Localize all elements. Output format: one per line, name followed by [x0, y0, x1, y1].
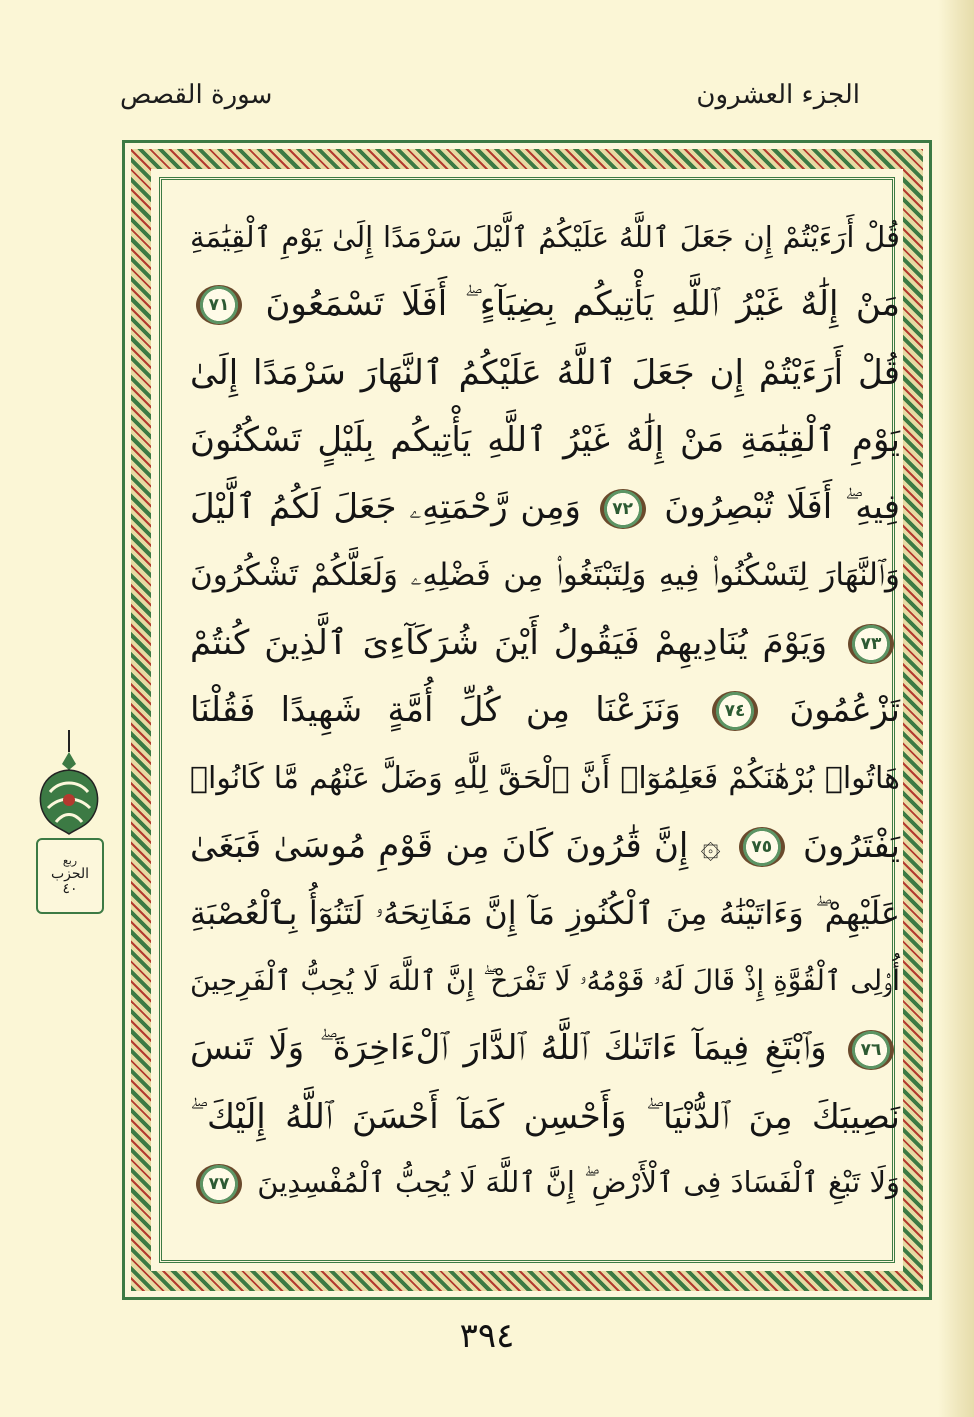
page-header [120, 70, 860, 120]
verse-line: مَنْ إِلَٰهٌ غَيْرُ ٱللَّهِ يَأْتِيكُم بِضِيَآءٍ ۖ أَفَلَا تَسْمَعُونَ ٧١ [190, 271, 900, 339]
hizb-quarter-label: ربع الحزب ٤٠ [36, 838, 104, 914]
verse-line: يَوْمِ ٱلْقِيَٰمَةِ مَنْ إِلَٰهٌ غَيْرُ ٱللَّهِ يَأْتِيكُم بِلَيْلٍ تَسْكُنُونَ [190, 420, 900, 461]
ayah-marker-72: ٧٢ [600, 489, 646, 529]
verse-line: عَلَيْهِمْ ۖ وَءَاتَيْنَٰهُ مِنَ ٱلْكُنُوزِ مَآ إِنَّ مَفَاتِحَهُۥ لَتَنُوٓأُ بِٱلْعُصْبَةِ [190, 894, 900, 933]
page-number: ٣٩٤ [459, 1316, 515, 1356]
verse-line: قُلْ أَرَءَيْتُمْ إِن جَعَلَ ٱللَّهُ عَلَيْكُمُ ٱلنَّهَارَ سَرْمَدًا إِلَىٰ [190, 352, 900, 393]
ayah-marker-71: ٧١ [196, 285, 242, 325]
verse-line: هَاتُوا۟ بُرْهَٰنَكُمْ فَعَلِمُوٓا۟ أَنَّ ٱلْحَقَّ لِلَّهِ وَضَلَّ عَنْهُم مَّا كَانُوا۟ [190, 760, 900, 796]
verse-line: وَٱلنَّهَارَ لِتَسْكُنُوا۟ فِيهِ وَلِتَبْتَغُوا۟ مِن فَضْلِهِۦ وَلَعَلَّكُمْ تَشْكُرُونَ [190, 556, 900, 593]
verse-line: فِيهِ ۖ أَفَلَا تُبْصِرُونَ ٧٢ وَمِن رَّحْمَتِهِۦ جَعَلَ لَكُمُ ٱلَّيْلَ [190, 487, 900, 528]
ayah-marker-77: ٧٧ [196, 1164, 242, 1204]
surah-title: سورة القصص [120, 80, 273, 110]
verse-line: تَزْعُمُونَ ٧٤ وَنَزَعْنَا مِن كُلِّ أُمَّةٍ شَهِيدًا فَقُلْنَا [190, 689, 901, 730]
verse-text-block [190, 203, 900, 1218]
ayah-marker-74: ٧٤ [712, 691, 758, 731]
ayah-marker-75: ٧٥ [739, 827, 785, 867]
ayah-marker-73: ٧٣ [848, 624, 894, 664]
juz-title: الجزء العشرون [696, 80, 860, 110]
verse-line: يَفْتَرُونَ ٧٥ ۞ إِنَّ قَٰرُونَ كَانَ مِن قَوْمِ مُوسَىٰ فَبَغَىٰ [190, 825, 901, 866]
verse-line: نَصِيبَكَ مِنَ ٱلدُّنْيَا ۖ وَأَحْسِن كَمَآ أَحْسَنَ ٱللَّهُ إِلَيْكَ ۖ [190, 1096, 900, 1137]
verse-line: وَلَا تَبْغِ ٱلْفَسَادَ فِى ٱلْأَرْضِ ۖ إِنَّ ٱللَّهَ لَا يُحِبُّ ٱلْمُفْسِدِينَ ٧٧ [190, 1151, 900, 1219]
ayah-marker-76: ٧٦ [848, 1030, 894, 1070]
page-binding-shadow [938, 0, 974, 1417]
verse-line: أُو۟لِى ٱلْقُوَّةِ إِذْ قَالَ لَهُۥ قَوْمُهُۥ لَا تَفْرَحْ ۖ إِنَّ ٱللَّهَ لَا يُحِبُّ ٱلْفَرِحِينَ [190, 964, 900, 998]
verse-line: قُلْ أَرَءَيْتُمْ إِن جَعَلَ ٱللَّهُ عَلَيْكُمُ ٱلَّيْلَ سَرْمَدًا إِلَىٰ يَوْمِ ٱلْقِيَٰمَةِ [190, 219, 900, 254]
verse-line: ٧٦ وَٱبْتَغِ فِيمَآ ءَاتَىٰكَ ٱللَّهُ ٱلدَّارَ ٱلْءَاخِرَةَ ۖ وَلَا تَنسَ [190, 1015, 900, 1083]
verse-line: ٧٣ وَيَوْمَ يُنَادِيهِمْ فَيَقُولُ أَيْنَ شُرَكَآءِىَ ٱلَّذِينَ كُنتُمْ [190, 609, 900, 677]
